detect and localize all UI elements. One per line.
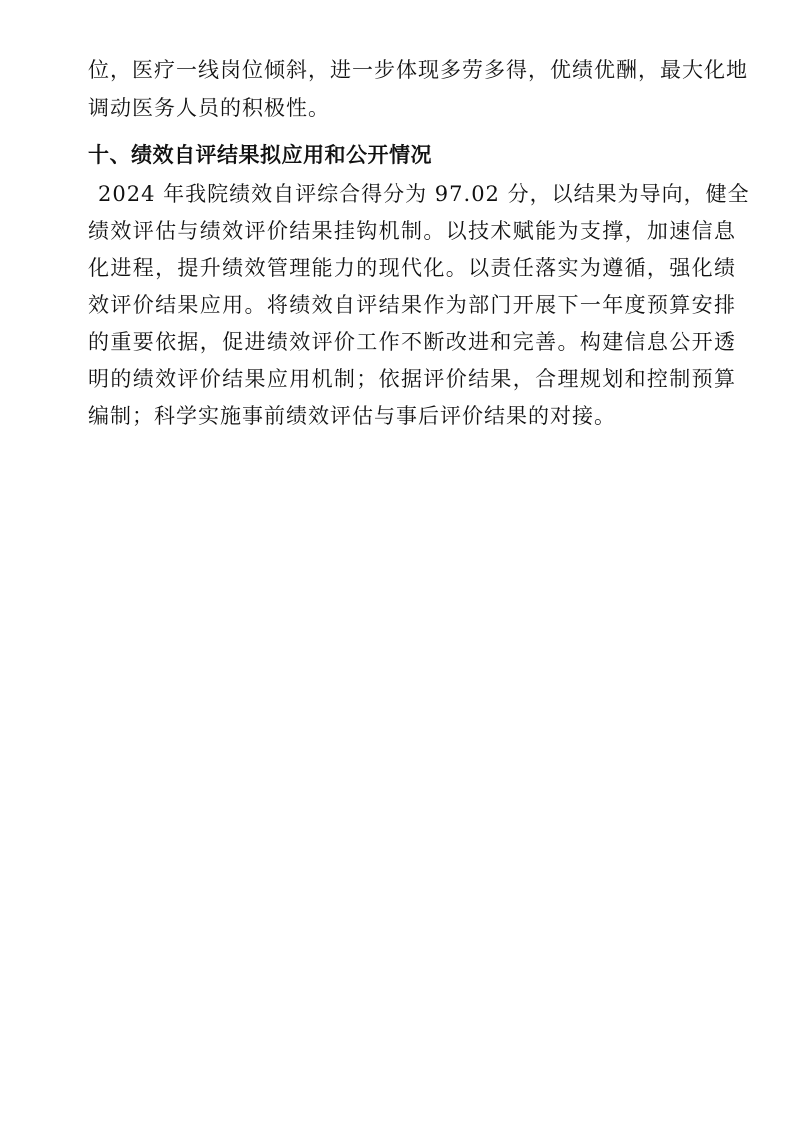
- paragraph-continued-line-1: 位，医疗一线岗位倾斜，进一步体现多劳多得，优绩优酬，最大化地: [88, 58, 748, 82]
- paragraph-line-7: 编制；科学实施事前绩效评估与事后评价结果的对接。: [88, 404, 616, 428]
- paragraph-continued-line-2: 调动医务人员的积极性。: [88, 96, 330, 120]
- paragraph-line-5: 的重要依据，促进绩效评价工作不断改进和完善。构建信息公开透: [88, 330, 736, 354]
- section-heading: 十、绩效自评结果拟应用和公开情况: [88, 143, 432, 167]
- paragraph-line-4: 效评价结果应用。将绩效自评结果作为部门开展下一年度预算安排: [88, 293, 736, 317]
- paragraph-line-1: 2024 年我院绩效自评综合得分为 97.02 分，以结果为导向，健全: [98, 182, 750, 206]
- paragraph-line-6: 明的绩效评价结果应用机制；依据评价结果，合理规划和控制预算: [88, 367, 736, 391]
- paragraph-line-3: 化进程，提升绩效管理能力的现代化。以责任落实为遵循，强化绩: [88, 256, 736, 280]
- paragraph-line-2: 绩效评估与绩效评价结果挂钩机制。以技术赋能为支撑，加速信息: [88, 219, 736, 243]
